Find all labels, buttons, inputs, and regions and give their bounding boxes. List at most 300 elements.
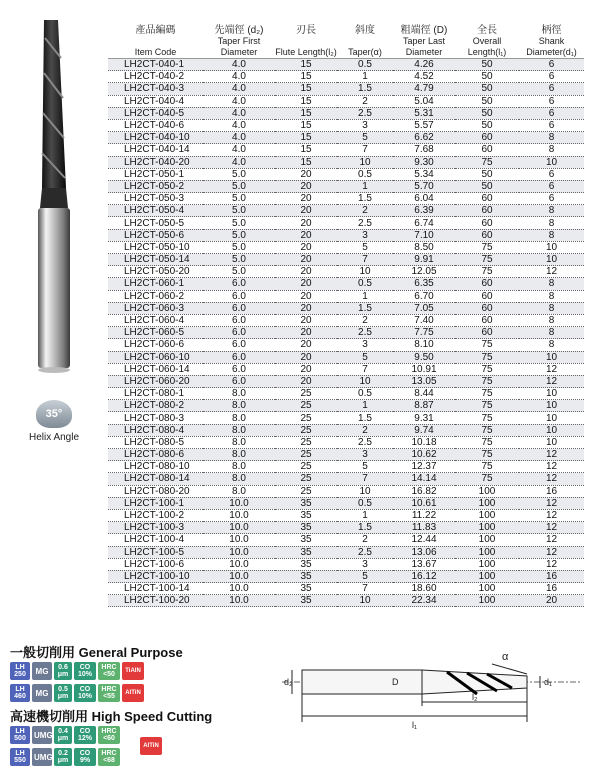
table-cell: 50 [455, 59, 519, 71]
table-row [108, 339, 584, 351]
table-cell: 35 [275, 534, 337, 546]
table-cell: 11.22 [393, 509, 455, 521]
table-cell: 8 [519, 144, 584, 156]
table-cell: 5.0 [203, 241, 275, 253]
table-cell: 10.61 [393, 497, 455, 509]
table-cell: 16 [519, 570, 584, 582]
table-cell: 6.0 [203, 327, 275, 339]
grade-row [10, 662, 144, 680]
table-cell: 10.0 [203, 509, 275, 521]
table-cell: 8.44 [393, 388, 455, 400]
table-cell: 25 [275, 424, 337, 436]
table-cell: 13.67 [393, 558, 455, 570]
header-zh: 全長 [477, 25, 497, 36]
table-cell: 8.0 [203, 436, 275, 448]
table-cell: 5.70 [393, 180, 455, 192]
table-row [108, 205, 584, 217]
grade-chip: LH 500 [10, 726, 30, 744]
grain-size-chip: 0.6 μm [54, 662, 72, 680]
table-cell: 6.0 [203, 375, 275, 387]
table-row [108, 266, 584, 278]
table-cell: 15 [275, 59, 337, 71]
table-cell: 60 [455, 205, 519, 217]
table-cell: 60 [455, 217, 519, 229]
table-cell: 25 [275, 388, 337, 400]
table-cell: 12 [519, 363, 584, 375]
label-l2: l₂ [472, 692, 478, 702]
table-cell: 10.0 [203, 558, 275, 570]
table-cell: 25 [275, 412, 337, 424]
spec-table [108, 18, 584, 607]
table-cell: 7.05 [393, 302, 455, 314]
table-cell: 6 [519, 168, 584, 180]
table-cell: 20 [275, 351, 337, 363]
table-cell: 12 [519, 449, 584, 461]
table-cell: 1.5 [337, 193, 393, 205]
table-cell: 6 [519, 119, 584, 131]
table-cell: 8 [519, 302, 584, 314]
table-row [108, 595, 584, 607]
table-cell: 8.0 [203, 424, 275, 436]
table-cell: 1.5 [337, 83, 393, 95]
table-cell: 6.74 [393, 217, 455, 229]
table-cell: 2.5 [337, 546, 393, 558]
table-cell: 6.70 [393, 290, 455, 302]
table-row [108, 534, 584, 546]
table-cell: 6.0 [203, 339, 275, 351]
table-cell: 20 [275, 217, 337, 229]
header-en: Overall Length(l₁) [455, 36, 519, 59]
table-row [108, 241, 584, 253]
end-mill-photo [14, 18, 94, 378]
table-cell: LH2CT-050-3 [108, 193, 203, 205]
table-cell: 20 [275, 180, 337, 192]
table-cell: LH2CT-050-2 [108, 180, 203, 192]
header-zh: 柄徑 [541, 25, 562, 36]
table-cell: LH2CT-060-5 [108, 327, 203, 339]
table-cell: 6.0 [203, 363, 275, 375]
table-cell: 15 [275, 132, 337, 144]
helix-angle-icon: 35° [36, 400, 72, 428]
table-cell: 25 [275, 485, 337, 497]
table-cell: 100 [455, 485, 519, 497]
table-cell: 12.44 [393, 534, 455, 546]
spec-table-body [108, 59, 584, 607]
grain-chip: UMG [32, 748, 52, 766]
header-row-en [108, 36, 584, 59]
table-cell: 15 [275, 95, 337, 107]
table-cell: 7 [337, 254, 393, 266]
table-cell: 13.05 [393, 375, 455, 387]
table-cell: 10 [337, 375, 393, 387]
table-cell: 5.0 [203, 193, 275, 205]
table-cell: 6 [519, 95, 584, 107]
header-en: Flute Length(l₂) [275, 36, 337, 59]
table-cell: LH2CT-060-4 [108, 314, 203, 326]
table-cell: LH2CT-080-2 [108, 400, 203, 412]
table-cell: LH2CT-100-2 [108, 509, 203, 521]
table-cell: 60 [455, 327, 519, 339]
table-row [108, 424, 584, 436]
table-cell: LH2CT-040-4 [108, 95, 203, 107]
table-cell: 3 [337, 229, 393, 241]
grain-chip: UMG [32, 726, 52, 744]
table-row [108, 436, 584, 448]
table-cell: LH2CT-080-5 [108, 436, 203, 448]
table-cell: 5.0 [203, 254, 275, 266]
grade-row [10, 748, 120, 766]
table-cell: 12 [519, 473, 584, 485]
table-cell: 8.0 [203, 485, 275, 497]
table-cell: 4.0 [203, 132, 275, 144]
hrc-chip: HRC <55 [98, 684, 120, 702]
table-cell: 5.0 [203, 205, 275, 217]
table-row [108, 95, 584, 107]
table-cell: 25 [275, 436, 337, 448]
table-cell: 12 [519, 534, 584, 546]
table-cell: 5.04 [393, 95, 455, 107]
table-cell: LH2CT-080-4 [108, 424, 203, 436]
table-cell: 8.0 [203, 449, 275, 461]
table-cell: 4.0 [203, 144, 275, 156]
header-zh: 斜度 [355, 25, 375, 36]
table-row [108, 180, 584, 192]
helix-angle-badge [24, 400, 84, 444]
header-en: Taper First Diameter [203, 36, 275, 59]
table-cell: 10 [519, 436, 584, 448]
table-cell: 7.40 [393, 314, 455, 326]
table-row [108, 217, 584, 229]
table-cell: 20 [275, 254, 337, 266]
table-cell: 35 [275, 509, 337, 521]
table-cell: LH2CT-080-1 [108, 388, 203, 400]
table-cell: 8.0 [203, 461, 275, 473]
table-row [108, 351, 584, 363]
table-cell: LH2CT-040-20 [108, 156, 203, 168]
table-cell: 75 [455, 412, 519, 424]
table-cell: LH2CT-100-6 [108, 558, 203, 570]
table-cell: 3 [337, 449, 393, 461]
table-row [108, 461, 584, 473]
table-cell: 7 [337, 363, 393, 375]
table-cell: 8.87 [393, 400, 455, 412]
table-cell: 8 [519, 278, 584, 290]
table-row [108, 71, 584, 83]
table-cell: LH2CT-060-6 [108, 339, 203, 351]
table-cell: 10.0 [203, 570, 275, 582]
table-cell: 20 [275, 278, 337, 290]
table-row [108, 400, 584, 412]
table-cell: 2.5 [337, 217, 393, 229]
table-cell: 20 [275, 375, 337, 387]
table-cell: LH2CT-080-14 [108, 473, 203, 485]
table-cell: 10.0 [203, 522, 275, 534]
table-cell: 1 [337, 400, 393, 412]
table-cell: 10 [519, 388, 584, 400]
header-zh: 先端徑 (d₂) [214, 25, 264, 36]
grade-row [10, 726, 120, 744]
table-cell: 5.34 [393, 168, 455, 180]
table-cell: 50 [455, 180, 519, 192]
table-cell: 8.0 [203, 473, 275, 485]
table-cell: 2 [337, 424, 393, 436]
header-zh: 粗端徑 (D) [400, 25, 448, 36]
table-cell: 10.62 [393, 449, 455, 461]
table-row [108, 107, 584, 119]
table-cell: 8 [519, 314, 584, 326]
header-zh: 產品編碼 [135, 25, 176, 36]
table-cell: 8 [519, 205, 584, 217]
table-cell: 9.30 [393, 156, 455, 168]
table-cell: 8 [519, 229, 584, 241]
table-row [108, 132, 584, 144]
table-row [108, 546, 584, 558]
table-cell: 2 [337, 314, 393, 326]
table-cell: 6 [519, 59, 584, 71]
table-cell: 20 [275, 339, 337, 351]
grain-size-chip: 0.2 μm [54, 748, 72, 766]
label-alpha: α [502, 651, 509, 663]
table-cell: 2.5 [337, 436, 393, 448]
table-cell: LH2CT-060-14 [108, 363, 203, 375]
table-cell: 100 [455, 570, 519, 582]
high-speed-title [10, 706, 212, 725]
table-cell: 7.75 [393, 327, 455, 339]
table-cell: 12.37 [393, 461, 455, 473]
table-cell: 5.0 [203, 180, 275, 192]
grain-size-chip: 0.4 μm [54, 726, 72, 744]
table-cell: 10.0 [203, 595, 275, 607]
table-cell: LH2CT-060-2 [108, 290, 203, 302]
table-cell: 10.0 [203, 534, 275, 546]
table-cell: 10.0 [203, 497, 275, 509]
table-cell: 75 [455, 388, 519, 400]
table-cell: 35 [275, 595, 337, 607]
table-cell: LH2CT-040-14 [108, 144, 203, 156]
table-cell: 75 [455, 461, 519, 473]
table-cell: 60 [455, 314, 519, 326]
table-cell: 9.50 [393, 351, 455, 363]
table-cell: 15 [275, 119, 337, 131]
table-cell: 75 [455, 241, 519, 253]
table-cell: 10 [337, 266, 393, 278]
table-cell: 100 [455, 509, 519, 521]
table-cell: 75 [455, 156, 519, 168]
table-cell: 50 [455, 71, 519, 83]
table-cell: 75 [455, 400, 519, 412]
table-cell: 16 [519, 583, 584, 595]
table-cell: 75 [455, 473, 519, 485]
table-cell: 0.5 [337, 388, 393, 400]
table-cell: 35 [275, 583, 337, 595]
table-cell: 5 [337, 461, 393, 473]
table-cell: 5 [337, 241, 393, 253]
table-cell: 10 [519, 241, 584, 253]
high-speed-title-zh: 高速機切削用 [10, 709, 89, 724]
table-cell: 35 [275, 558, 337, 570]
table-cell: 2 [337, 205, 393, 217]
table-cell: LH2CT-060-3 [108, 302, 203, 314]
coating-chip: TiAlN [122, 662, 144, 680]
table-row [108, 59, 584, 71]
table-row [108, 583, 584, 595]
table-cell: 25 [275, 449, 337, 461]
table-cell: 6.0 [203, 351, 275, 363]
table-cell: 5 [337, 132, 393, 144]
table-row [108, 144, 584, 156]
label-D: D [392, 677, 399, 687]
header-en: Shank Diameter(d₁) [519, 36, 584, 59]
table-cell: 60 [455, 229, 519, 241]
table-row [108, 388, 584, 400]
table-cell: 12 [519, 497, 584, 509]
table-cell: LH2CT-040-2 [108, 71, 203, 83]
table-cell: 75 [455, 449, 519, 461]
table-row [108, 497, 584, 509]
table-cell: 9.91 [393, 254, 455, 266]
table-cell: 12 [519, 461, 584, 473]
table-cell: 10.18 [393, 436, 455, 448]
table-row [108, 229, 584, 241]
table-cell: 10 [519, 412, 584, 424]
table-cell: 35 [275, 546, 337, 558]
table-cell: 11.83 [393, 522, 455, 534]
table-cell: 6.04 [393, 193, 455, 205]
table-cell: 7.10 [393, 229, 455, 241]
header-zh: 刃長 [296, 25, 316, 36]
table-cell: 9.74 [393, 424, 455, 436]
header-row-zh [108, 18, 584, 36]
table-cell: 60 [455, 132, 519, 144]
table-cell: 5.31 [393, 107, 455, 119]
table-cell: 50 [455, 83, 519, 95]
table-cell: LH2CT-080-20 [108, 485, 203, 497]
table-cell: 4.79 [393, 83, 455, 95]
table-cell: LH2CT-100-14 [108, 583, 203, 595]
table-cell: 8.0 [203, 412, 275, 424]
table-cell: LH2CT-080-10 [108, 461, 203, 473]
table-cell: 25 [275, 461, 337, 473]
table-cell: LH2CT-040-5 [108, 107, 203, 119]
table-cell: 9.31 [393, 412, 455, 424]
table-cell: 4.52 [393, 71, 455, 83]
table-cell: 1.5 [337, 522, 393, 534]
table-cell: LH2CT-050-10 [108, 241, 203, 253]
table-cell: 100 [455, 522, 519, 534]
table-cell: 60 [455, 290, 519, 302]
table-cell: LH2CT-050-4 [108, 205, 203, 217]
table-cell: LH2CT-050-5 [108, 217, 203, 229]
table-cell: 5.0 [203, 266, 275, 278]
coating-chip: AlTiN [122, 684, 144, 702]
hrc-chip: HRC <60 [98, 726, 120, 744]
table-cell: 1 [337, 71, 393, 83]
table-cell: LH2CT-100-3 [108, 522, 203, 534]
table-cell: 100 [455, 546, 519, 558]
table-cell: LH2CT-060-1 [108, 278, 203, 290]
table-cell: LH2CT-050-1 [108, 168, 203, 180]
table-cell: 6.39 [393, 205, 455, 217]
table-cell: 75 [455, 351, 519, 363]
table-cell: 75 [455, 424, 519, 436]
general-purpose-title-en: General Purpose [78, 645, 183, 660]
table-cell: LH2CT-050-6 [108, 229, 203, 241]
table-cell: 5 [337, 570, 393, 582]
grade-chip: LH 250 [10, 662, 30, 680]
grain-chip: MG [32, 684, 52, 702]
table-cell: 75 [455, 266, 519, 278]
table-cell: 8.0 [203, 400, 275, 412]
table-cell: 100 [455, 583, 519, 595]
table-cell: 4.26 [393, 59, 455, 71]
table-cell: 60 [455, 144, 519, 156]
general-purpose-title [10, 642, 183, 661]
table-row [108, 570, 584, 582]
table-cell: 18.60 [393, 583, 455, 595]
grade-chip: LH 460 [10, 684, 30, 702]
table-cell: LH2CT-040-10 [108, 132, 203, 144]
table-cell: 6 [519, 180, 584, 192]
table-cell: 8 [519, 339, 584, 351]
table-cell: 4.0 [203, 119, 275, 131]
table-cell: 5.0 [203, 229, 275, 241]
table-cell: 25 [275, 473, 337, 485]
table-row [108, 193, 584, 205]
table-cell: 7 [337, 583, 393, 595]
table-cell: LH2CT-100-10 [108, 570, 203, 582]
helix-angle-label: Helix Angle [28, 432, 80, 443]
table-cell: 20 [275, 363, 337, 375]
table-cell: 1 [337, 509, 393, 521]
table-cell: 60 [455, 302, 519, 314]
table-cell: 12 [519, 522, 584, 534]
coating-chip: AlTiN [140, 737, 162, 755]
table-cell: 10 [519, 424, 584, 436]
table-cell: 10 [337, 485, 393, 497]
table-cell: 4.0 [203, 95, 275, 107]
table-cell: LH2CT-080-3 [108, 412, 203, 424]
table-cell: LH2CT-050-14 [108, 254, 203, 266]
table-cell: 6.0 [203, 290, 275, 302]
table-cell: 12 [519, 509, 584, 521]
table-cell: 8 [519, 290, 584, 302]
table-cell: 1 [337, 290, 393, 302]
table-cell: LH2CT-040-6 [108, 119, 203, 131]
table-cell: 6.0 [203, 314, 275, 326]
table-cell: 15 [275, 83, 337, 95]
table-cell: 10 [519, 254, 584, 266]
table-row [108, 449, 584, 461]
table-cell: LH2CT-050-20 [108, 266, 203, 278]
table-cell: 4.0 [203, 156, 275, 168]
hrc-chip: HRC <50 [98, 662, 120, 680]
grain-chip: MG [32, 662, 52, 680]
high-speed-title-en: High Speed Cutting [91, 709, 213, 724]
table-cell: 75 [455, 254, 519, 266]
table-row [108, 327, 584, 339]
table-cell: 12 [519, 558, 584, 570]
table-row [108, 254, 584, 266]
table-row [108, 168, 584, 180]
table-cell: LH2CT-100-4 [108, 534, 203, 546]
table-cell: 8.0 [203, 388, 275, 400]
table-cell: 8 [519, 217, 584, 229]
table-cell: 10 [519, 400, 584, 412]
table-cell: 100 [455, 534, 519, 546]
table-cell: 4.0 [203, 71, 275, 83]
table-cell: 14.14 [393, 473, 455, 485]
table-cell: 50 [455, 168, 519, 180]
